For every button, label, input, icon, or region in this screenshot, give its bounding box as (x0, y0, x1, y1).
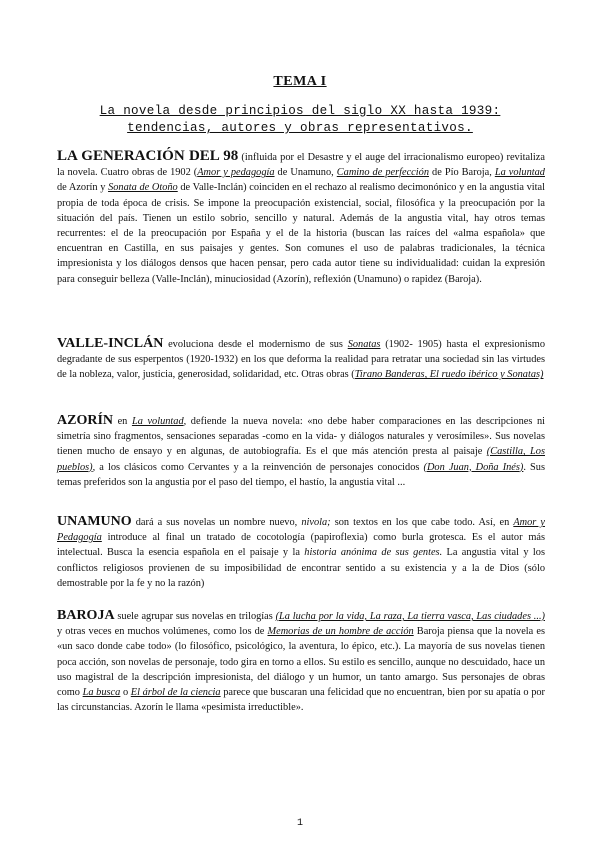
work-title: Camino de perfección (336, 167, 429, 179)
body-text: o (120, 687, 131, 699)
body-text: en (113, 416, 132, 427)
body-text: son textos en los que cabe todo. Así, en (330, 517, 514, 528)
emphasis-text: nivola; (301, 517, 331, 528)
body-text: (influida por el Desastre y el auge del irracionalismo europeo) revitaliza la novela. Cuatro obras de 1902 ( (57, 152, 545, 179)
work-title: La voluntad (131, 416, 184, 427)
body-text: de Unamuno, (274, 167, 337, 179)
body-text: parece que buscaran una felicidad que no encuentran, bien por su apatía o por las circunstancias. Azorín le llama «pesimista irreductible». (57, 687, 545, 714)
body-text: (1902- 1905) hasta el expresionismo degradante de sus esperpentos (1920-1932) en los que deforma la realidad para retratar una sociedad sin las virtudes de la nobleza, valor, justicia, generosidad, solidaridad, etc. Otras obras ( (57, 339, 545, 381)
section-generacion-98 (57, 149, 545, 287)
body-text: de Azorín y (57, 182, 109, 194)
section-heading: LA GENERACIÓN DEL 98 (57, 148, 239, 164)
work-title: (Castilla, Los pueblos) (57, 446, 545, 473)
page-number: 1 (296, 818, 303, 829)
body-text: , defiende la nueva novela: «no debe haber comparaciones en las descripciones ni simetría sino fragmentos, sensaciones separadas -como en la vida- y diálogos naturales y verosímiles». Sus novelas tienen mucho de ensayo y en algunas, de autobiografía. Es el que más atención presta al paisaje (57, 416, 545, 458)
section-heading: BAROJA (57, 608, 115, 623)
work-title: Amor y pedagogía (197, 167, 275, 179)
section-heading: AZORÍN (57, 413, 114, 428)
work-title: Tirano Banderas, El ruedo ibérico y Sonatas) (354, 369, 544, 381)
body-text: y otras veces en muchos volúmenes, como los de (57, 626, 268, 638)
work-title: Amor y Pedagogía (57, 517, 545, 544)
work-title: (La lucha por la vida, La raza, La tierra vasca, Las ciudades ...) (275, 611, 545, 622)
body-text: evoluciona desde el modernismo de sus (163, 339, 348, 350)
section-heading: UNAMUNO (57, 514, 132, 529)
section-unamuno (57, 514, 545, 591)
work-title: La busca (82, 687, 121, 699)
page-title: TEMA I (273, 74, 327, 89)
work-title: El árbol de la ciencia (130, 687, 221, 699)
body-text: de Valle-Inclán) coinciden en el rechazo al realismo decimonónico y en la angustia vital propia de toda época de crisis. Se impone la preocupación existencial, social, filosófica y la preocupación por la situación del país. Tienen un estilo sobrio, sencillo y natural. Además de la angustia vital, hay otros temas recurrentes: el de la preocupación por España y el de la historia (buscan las raíces del «alma española» que encuentran en Castilla, en sus paisajes y gentes. Son comunes el uso de palabras tradicionales, la técnica impresionista y los diálogos densos que hacen pensar, pero cada autor tiene su individualidad: cuidan la expresión para conseguir belleza (Valle-Inclán), minuciosidad (Azorín), reflexión (Unamuno) o rapidez (Baroja). (57, 182, 545, 285)
emphasis-text: historia anónima de sus gentes. (304, 547, 443, 559)
body-text: introduce al final un tratado de cocotología (papiroflexia) como burla grotesca. Es el autor más intelectual. Busca la esencia española en el paisaje y la (57, 532, 545, 559)
work-title: (Don Juan, Doña Inés) (423, 461, 524, 473)
body-text: dará a sus novelas un nombre nuevo, (131, 517, 302, 528)
work-title: Sonatas (347, 339, 381, 350)
body-text: La angustia vital y los conflictos religiosos provienen de su imposibilidad de encontrar sentido a su existencia y a la de Dios (sólo demostrable por la fe y no la razón) (57, 547, 545, 589)
section-heading: VALLE-INCLÁN (57, 336, 164, 351)
section-azorin (57, 413, 545, 490)
work-title: Memorias de un hombre de acción (267, 626, 414, 638)
section-valle-inclan (57, 336, 545, 383)
section-baroja (57, 608, 545, 715)
body-text: suele agrupar sus novelas en trilogías (114, 611, 276, 622)
body-text: de Pío Baroja, (429, 167, 495, 179)
body-text: . Sus temas preferidos son la angustia por el paso del tiempo, el hastío, la angustia vital ... (57, 461, 545, 488)
page-subtitle: La novela desde principios del siglo XX hasta 1939: tendencias, autores y obras representativos. (99, 104, 501, 135)
work-title: La voluntad (494, 167, 545, 179)
body-text: , a los clásicos como Cervantes y a la reinvención de personajes conocidos (92, 461, 424, 473)
body-text: Baroja piensa que la novela es «un saco donde cabe todo» (lo filosófico, psicológico, la aventura, lo épico, etc.). La mayoría de sus novelas tienen poca acción, son novelas de personaje, todo gira en torno a ellos. Su estilo es sencillo, aunque no descuidado, hace un uso magistral de la descripción impresionista, del diálogo y un humor, un tanto amargo. Sus personajes de obras como (57, 626, 545, 699)
work-title: Sonata de Otoño (108, 182, 178, 194)
